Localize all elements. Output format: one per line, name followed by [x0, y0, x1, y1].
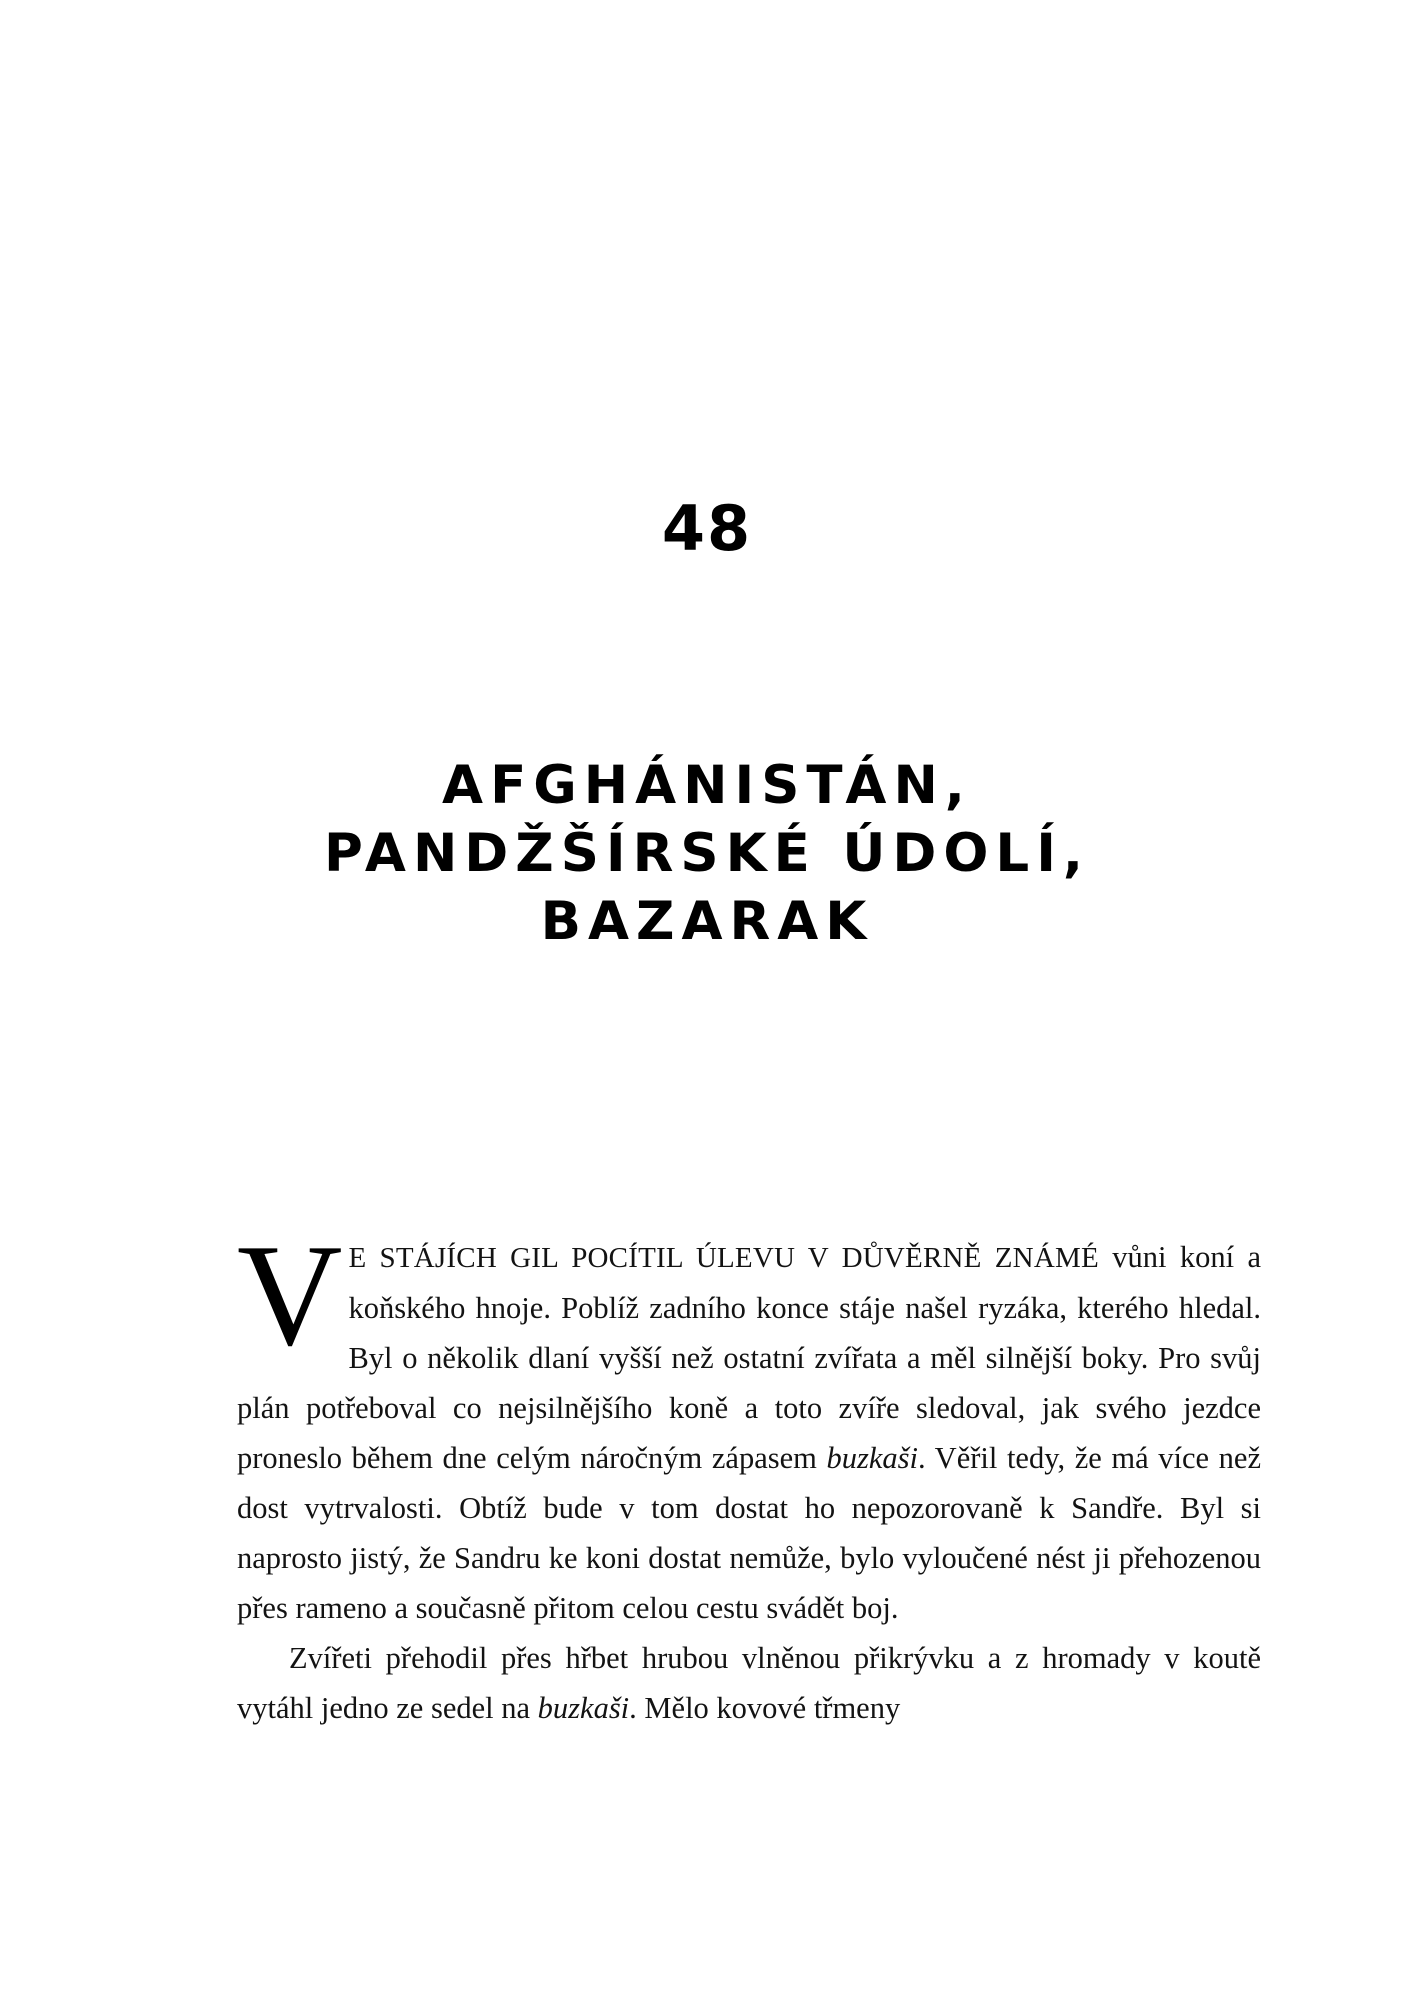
paragraph-2-text-b: . Mělo kovové třmeny [629, 1691, 901, 1725]
chapter-title-line-2: PANDŽŠÍRSKÉ ÚDOLÍ, [323, 822, 1091, 884]
paragraph-2-italic-1: buzkaši [537, 1691, 630, 1725]
chapter-title-line-1: AFGHÁNISTÁN, [442, 755, 972, 816]
paragraph-2-text-a: Zvířeti přehodil přes hřbet hrubou vlněnou přikrývku a z hromady v koutě vytáhl jedno ze sedel na [237, 1641, 1261, 1725]
chapter-title [180, 752, 1234, 955]
paragraph-1-text-a: vůni koní a koňského hnoje. Poblíž zadního konce stáje našel ryzáka, kterého hledal. Byl o několik dlaní vyšší než ostatní zvířata a měl silnější boky. Pro svůj plán potřeboval co nejsilnějšího koně a toto zvíře sledoval, jak svého jezdce proneslo během dne celým náročným zápasem [237, 1240, 1261, 1475]
paragraph-2 [237, 1633, 1261, 1733]
opening-caps-run: E STÁJÍCH GIL POCÍTIL ÚLEVU V DŮVĚRNĚ ZNÁMÉ [348, 1242, 1099, 1274]
paragraph-1-text-b: . Věřil tedy, že má více než dost vytrvalosti. Obtíž bude v tom dostat ho nepozorovaně k Sandře. Byl si naprosto jistý, že Sandru ke koni dostat nemůže, bylo vyloučené nést ji přehozenou přes rameno a současně přitom celou cestu svádět boj. [237, 1441, 1262, 1625]
chapter-title-line-3: BAZARAK [540, 890, 874, 952]
drop-cap: V [237, 1214, 343, 1376]
paragraph-1-italic-1: buzkaši [826, 1441, 918, 1475]
chapter-number: 48 [661, 492, 753, 565]
paragraph-1 [237, 1214, 1262, 1633]
body-text [237, 1214, 1262, 1733]
